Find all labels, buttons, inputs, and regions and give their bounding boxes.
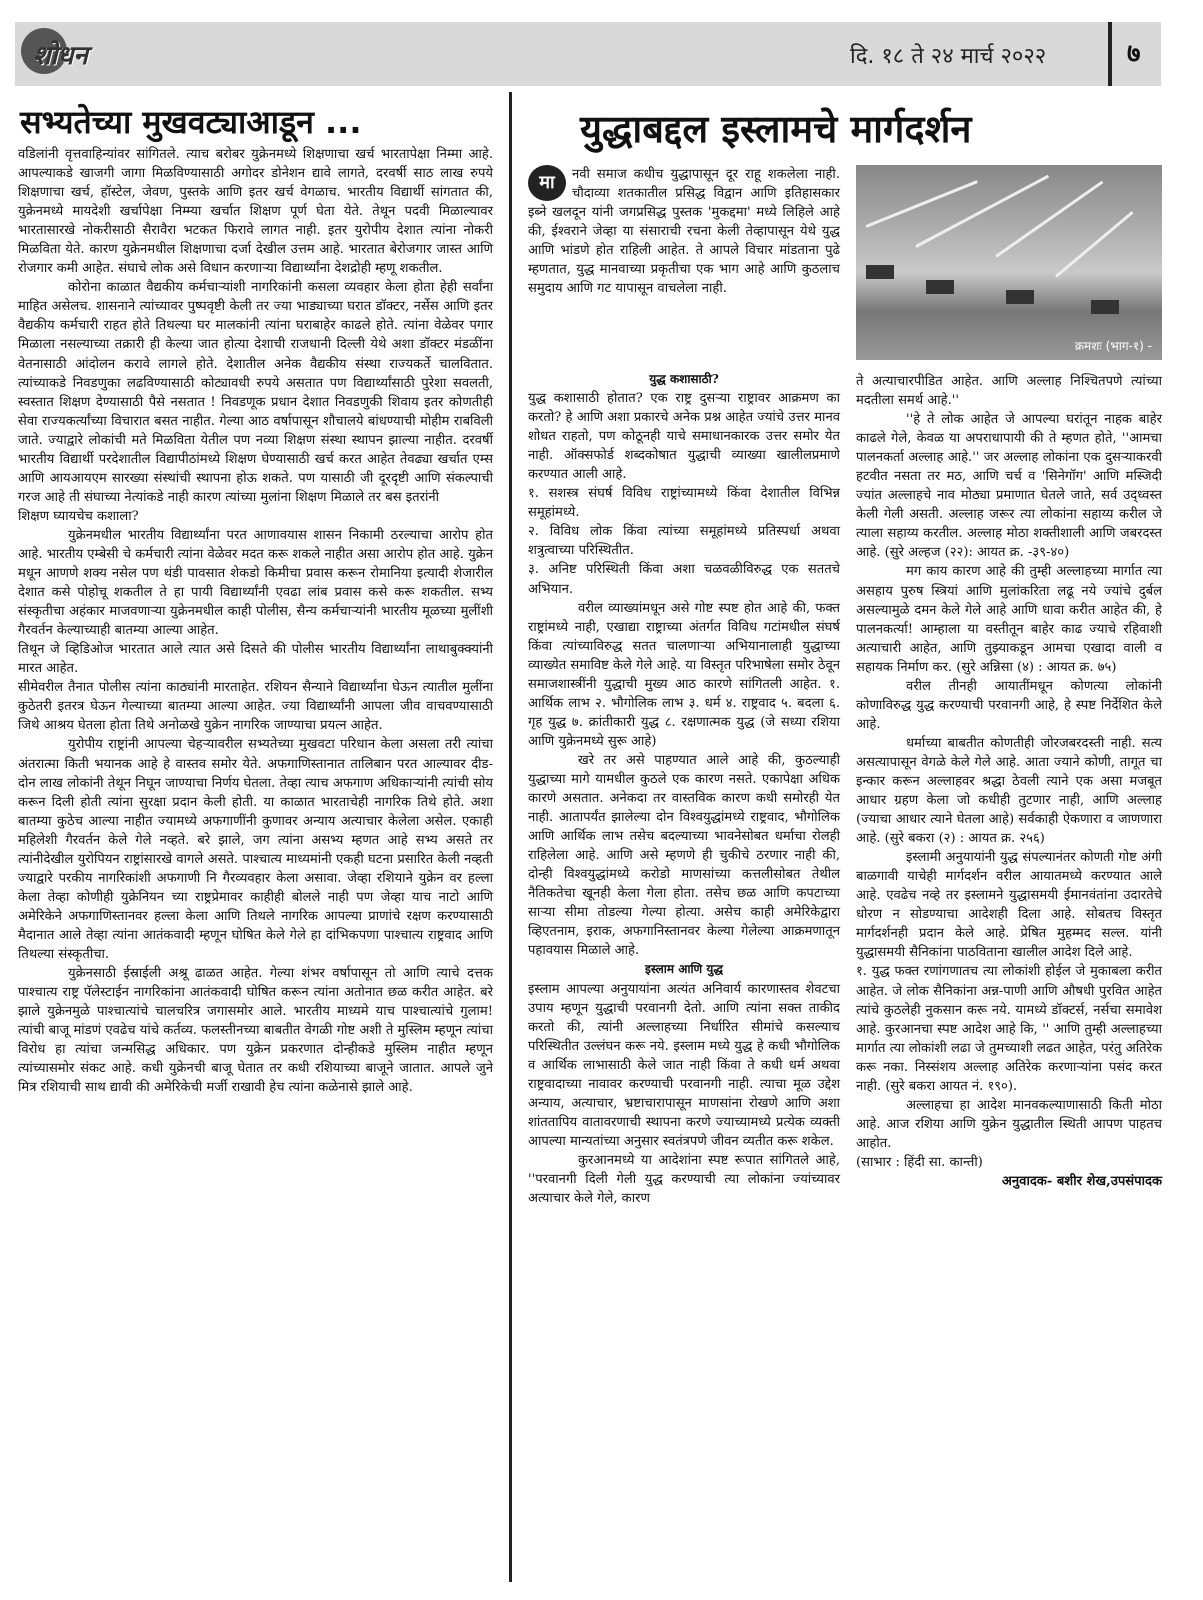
logo-text: शोधन — [33, 41, 88, 71]
paragraph: सीमेवरील तैनात पोलीस त्यांना काठ्यांनी मारताहेत. रशियन सैन्याने विद्यार्थ्यांना घेऊन त्यातील मुलींना कुठेतरी इतरत्र घेऊन गेल्याच्या बातम्या आल्या आहेत. ज्या विद्यार्थ्यांनी आपला जीव वाचवण्यासाठी जिथे आश्रय घेतला होता तिथे अनोळखे युक्रेन नागरिक जाण्याचा प्रयत्न आहेत. — [18, 680, 493, 734]
paragraph: वडिलांनी वृत्तवाहिन्यांवर सांगितले. त्याच बरोबर युक्रेनमध्ये शिक्षणाचा खर्च भारतापेक्षा निम्मा आहे. आपल्याकडे खाजगी जागा मिळविण्यासाठी अगोदर डोनेशन द्यावे लागते, दरवर्षी साठ लाख रुपये शिक्षणाचा खर्च, हॉस्टेल, जेवण, पुस्तके आणि इतर खर्च वेगळाच. भारतीय विद्यार्थी सांगतात की, युक्रेनमध्ये मायदेशी खर्चापेक्षा निम्म्या खर्चात शिक्षण पूर्ण घेता येते. तेथून पदवी मिळाल्यावर भारतासारखे नोकरीसाठी सैरावैरा भटकत फिरावे लागत नाही. इतर युरोपीय देशात त्यांना नोकरी मिळविता येते. कारण युक्रेनमधील शिक्षणाचा दर्जा देखील उत्तम आहे. भारतात बेरोजगार जास्त आणि रोजगार कमी आहेत. संघाचे लोक असे विधान करणाऱ्या विद्यार्थ्यांना देशद्रोही म्हणू शकतील. — [18, 147, 493, 277]
paragraph: युक्रेनसाठी ईस्राईली अश्रू ढाळत आहेत. गेल्या शंभर वर्षापासून तो आणि त्याचे दत्तक पाश्चात्य राष्ट्र पॅलेस्टाईन नागरिकांना आतंकवादी घोषित करून त्यांना अतोनात छळ करीत आहेत. बरे झाले युक्रेनमुळे पाश्चात्यांचे चालचरित्र जगासमोर आले. भारतीय माध्यमे याच पाश्चात्यांचे गुलाम! त्यांची बाजू मांडणं एवढेच यांचे कर्तव्य. फलस्तीनच्या बाबतीत वेगळी गोष्ट अशी ते मुस्लिम म्हणून त्यांचा विरोध हा त्यांचा जन्मसिद्ध अधिकार. पण युक्रेन प्रकरणात दोन्हीकडे मुस्लिम नाहीत म्हणून त्यांच्यासमोर संकट आहे. कधी युक्रेनची बाजू घेतात तर कधी रशियाच्या बाजूने जातात. आपले जुने मित्र रशियाची साथ द्यावी की अमेरिकेची मर्जी राखावी हेच त्यांना कळेनासे झाले आहे. — [18, 966, 493, 1096]
paragraph: ३. अनिष्ट परिस्थिती किंवा अशा चळवळीविरुद्ध एक सततचे अभियान. — [528, 562, 840, 597]
header-separator — [1108, 22, 1112, 86]
paragraph: शिक्षण घ्यायचेच कशाला? — [18, 508, 139, 524]
right-column — [856, 372, 1162, 1191]
page-number: ७ — [1127, 39, 1141, 69]
paragraph: वरील तीनही आयातींमधून कोणत्या लोकांनी कोणाविरुद्ध युद्ध करण्याची परवानगी आहे, हे स्पष्ट निर्देशित केले आहे. — [856, 678, 1162, 732]
paragraph: २. विविध लोक किंवा त्यांच्या समूहांमध्ये प्रतिस्पर्धा अथवा शत्रुत्वाच्या परिस्थितीत. — [528, 524, 840, 559]
image-caption: क्रमशः (भाग-१) - — [1074, 339, 1152, 353]
column-divider — [509, 92, 512, 1582]
launcher-vehicle — [1006, 290, 1034, 304]
paragraph: युरोपीय राष्ट्रांनी आपल्या चेहऱ्यावरील सभ्यतेच्या मुखवटा परिधान केला असला तरी त्यांचा अंतरात्मा किती भयानक आहे हे वास्तव समोर येते. अफगाणिस्तानात तालिबान परत आल्यावर दीड-दोन लाख लोकांनी तेथून निघून जाण्याचा निर्णय घेतला. तेव्हा त्याच अफगाण अधिकाऱ्यांनी त्यांची सोय करून दिली होती त्यांना सुरक्षा प्रदान केली होती. या काळात भारताचेही नागरिक तिथे होते. अशा बातम्या कुठेच आल्या नाहीत ज्यामध्ये अफगाणींनी कुणावर अन्याय अत्याचार केलेला असेल. एकाही महिलेशी गैरवर्तन केले गेले नव्हते. बरे झाले, जग त्यांना असभ्य म्हणत आहे सभ्य असते तर त्यांनीदेखील युरोपियन राष्ट्रांसारखे वागले असते. पाश्चात्य माध्यमांनी एकही घटना प्रसारित केली नव्हती ज्याद्वारे परकीय नागरिकांशी अफगाणी नि गैरव्यवहार केला असावा. जेव्हा रशियाने युक्रेन वर हल्ला केला तेव्हा कोणीही युक्रेनियन च्या राष्ट्रप्रेमावर काहीही बोलले नाही पण जेव्हा याच नाटो आणि अमेरिकेने अफगाणिस्तानवर हल्ला केला आणि तिथले नागरिक आपल्या प्राणांचे रक्षण करण्यासाठी मैदानात आले तेव्हा त्यांना आतंकवादी म्हणून घोषित केले गेले हा दांभिकपणा पाश्चात्य राष्ट्रवाद आणि तिथल्या संस्कृतीचा. — [18, 737, 493, 962]
right-article-title: युद्धाबद्दल इस्लामचे मार्गदर्शन — [580, 107, 972, 151]
paragraph: वरील व्याख्यांमधून असे गोष्ट स्पष्ट होत आहे की, फक्त राष्ट्रांमध्ये नाही, एखाद्या राष्ट्राच्या अंतर्गत विविध गटांमधील संघर्ष किंवा त्यांच्याविरुद्ध सतत चालणाऱ्या अभियानालाही युद्धाच्या व्याख्येत समाविष्ट केले गेले आहे. या विस्तृत परिभाषेला समोर ठेवून समाजशास्त्रींनी युद्धाची मुख्य आठ कारणे सांगितली आहेत. १. आर्थिक लाभ २. भौगोलिक लाभ ३. धर्म ४. राष्ट्रवाद ५. बदला ६. गृह युद्ध ७. क्रांतीकारी युद्ध ८. रक्षणात्मक युद्ध (जे सध्या रशिया आणि युक्रेनमध्ये सुरू आहे) — [528, 600, 840, 749]
rocket-trail — [1055, 211, 1134, 278]
middle-column — [528, 370, 840, 1208]
left-article-body — [18, 145, 493, 1097]
paragraph: १. युद्ध फक्त रणांगणातच त्या लोकांशी होईल जे मुकाबला करीत आहेत. जे लोक सैनिकांना अन्न-पाणी आणि औषधी पुरवित आहेत त्यांचे कुठलेही नुकसान करू नये. यामध्ये डॉक्टर्स, नर्सचा समावेश आहे. कुरआनचा स्पष्ट आदेश आहे कि, '' आणि तुम्ही अल्लाहच्या मार्गात त्या लोकांशी लढा जे तुमच्याशी लढत आहेत, परंतु अतिरेक करू नका. निस्संशय अल्लाह अतिरेक करणाऱ्यांना पसंद करत नाही. (सुरे बकरा आयत नं. १९०). — [856, 964, 1162, 1094]
paragraph: कोरोना काळात वैद्यकीय कर्मचाऱ्यांशी नागरिकांनी कसला व्यवहार केला होता हेही सर्वांना माहित असेलच. शासनाने त्यांच्यावर पुष्पवृष्टी केली तर ज्या भाड्याच्या घरात डॉक्टर, नर्सेस आणि इतर वैद्यकीय कर्मचारी राहत होते तिथल्या घर मालकांनी त्यांना घराबाहेर काढले होते. त्यांना वेळेवर पगार मिळाला नसल्याच्या तक्रारी ही केल्या जात होत्या देशाची राजधानी दिल्ली येथे अशा डॉक्टर मंडळींना वेतनासाठी आंदोलन करावे लागले होते. देशातील अनेक वैद्यकीय संस्था राज्यकर्ते चालवितात. त्यांच्याकडे निवडणुका लढविण्यासाठी कोट्यावधी रुपये असतात पण विद्यार्थ्यांसाठी पुरेशा सवलती, स्वस्तात शिक्षण देण्यासाठी पैसे नसतात ! निवडणूक प्रधान देशात निवडणुकी शिवाय इतर कोणतीही सेवा राज्यकर्त्यांच्या विचारात बसत नाहीत. गेल्या आठ वर्षापासून शौचालये बांधण्याची मोहीम राबविली जाते. ज्याद्वारे लोकांची मते मिळविता येतील पण नव्या शिक्षण संस्था स्थापन झाल्या नाहीत. दरवर्षी भारतीय विद्यार्थी परदेशातील विद्यापीठांमध्ये शिक्षण घेण्यासाठी खर्च करत आहेत तेवढ्या खर्चात एम्स आणि आयआयएम सारख्या संस्थांची स्थापना होऊ शकते. पण यासाठी जी दूरदृष्टी आणि संकल्पाची गरज आहे ती संघाच्या नेत्यांकडे नाही कारण त्यांच्या मुलांना शिक्षण मिळाले तर बस इतरांनी — [18, 280, 493, 505]
paragraph: अल्लाहचा हा आदेश मानवकल्याणासाठी किती मोठा आहे. आज रशिया आणि युक्रेन युद्धातील स्थिती आपण पाहतच आहोत. — [856, 1097, 1162, 1151]
paragraph: धर्माच्या बाबतीत कोणतीही जोरजबरदस्ती नाही. सत्य असत्यापासून वेगळे केले गेले आहे. आता ज्याने कोणी, तागूत चा इन्कार करून अल्लाहवर श्रद्धा ठेवली त्याने एक असा मजबूत आधार ग्रहण केला जो कधीही तुटणार नाही, आणि अल्लाह (ज्याचा आधार त्याने घेतला आहे) सर्वकाही ऐकणारा व जाणणारा आहे. (सुरे बकरा (२) : आयत क्र. २५६) — [856, 735, 1162, 847]
paragraph: खरे तर असे पाहण्यात आले आहे की, कुठल्याही युद्धाच्या मागे यामधील कुठले एक कारण नसते. एकापेक्षा अधिक कारणे असतात. अनेकदा तर वास्तविक कारण कधी समोरही येत नाही. आतापर्यंत झालेल्या दोन विश्वयुद्धांमध्ये राष्ट्रवाद, भौगोलिक आणि आर्थिक लाभ तसेच बदल्याच्या भावनेसोबत धर्माचा रोलही राहिलेला आहे. आणि असे म्हणणे ही चुकीचे ठरणार नाही की, दोन्ही विश्वयुद्धांमध्ये करोडो माणसांच्या कत्तलीसोबत तेथील नैतिकतेचा खूनही केला गेला होता. तसेच छळ आणि कपटाच्या साऱ्या सीमा तोडल्या गेल्या होत्या. असेच काही अमेरिकेद्वारा व्हिएतनाम, इराक, अफगानिस्तानवर केल्या गेलेल्या आक्रमणातून पहावयास मिळाले आहे. — [528, 752, 840, 959]
publication-logo — [21, 28, 133, 78]
paragraph: युद्ध कशासाठी होतात? एक राष्ट्र दुसऱ्या राष्ट्रावर आक्रमण का करतो? हे आणि अशा प्रकारचे अनेक प्रश्न आहेत ज्यांचे उत्तर मानव शोधत राहतो, पण कोठूनही याचे समाधानकारक उत्तर समोर येत नाही. ऑक्सफोर्ड शब्दकोषात युद्धाची व्याख्या खालीलप्रमाणे करण्यात आली आहे. — [528, 391, 840, 483]
paragraph: कुरआनमध्ये या आदेशांना स्पष्ट रूपात सांगितले आहे, ''परवानगी दिली गेली युद्ध करण्याची त्या लोकांना ज्यांच्यावर अत्याचार केले गेले, कारण — [528, 1152, 840, 1207]
article-intro — [528, 165, 840, 298]
issue-date: दि. १८ ते २४ मार्च २०२२ — [850, 44, 1047, 69]
paragraph: (साभार : हिंदी सा. कान्ती) — [856, 1154, 983, 1170]
paragraph: १. सशस्त्र संघर्ष विविध राष्ट्रांच्यामध्ये किंवा देशातील विभिन्न समूहांमध्ये. — [528, 486, 840, 521]
drop-cap: मा — [528, 165, 566, 201]
launcher-vehicle — [926, 280, 954, 294]
section-subheading: इस्लाम आणि युद्ध — [645, 962, 723, 977]
translator-signature: अनुवादक- बशीर शेख,उपसंपादक — [1001, 1173, 1162, 1189]
launcher-vehicle — [866, 265, 894, 279]
paragraph: मग काय कारण आहे की तुम्ही अल्लाहच्या मार्गात त्या असहाय पुरुष स्त्रियां आणि मुलांकरिता लढू नये ज्यांचे दुर्बल असल्यामुळे दमन केले गेले आहे आणि धावा करीत आहेत की, हे पालनकर्त्या! आम्हाला या वस्तीतून बाहेर काढ ज्याचे रहिवाशी अत्याचारी आहेत, आणि तुझ्याकडून आमचा एखादा वाली व सहायक निर्माण कर. (सुरे अन्निसा (४) : आयत क्र. ७५) — [856, 564, 1162, 675]
left-article-title: सभ्यतेच्या मुखवट्याआडून ... — [20, 103, 362, 141]
rocket-trail — [995, 181, 1103, 258]
rocket-trail — [915, 175, 1049, 248]
paragraph: युक्रेनमधील भारतीय विद्यार्थ्यांना परत आणावयास शासन निकामी ठरल्याचा आरोप होत आहे. भारतीय एम्बेसी चे कर्मचारी त्यांना वेळेवर मदत करू शकले नाहीत असा आरोप होत आहे. युक्रेन मधून आणणे शक्य नसेल पण थंडी पावसात शेकडो किमीचा प्रवास करून रोमानिया इत्यादी शेजारील देशात कसे पोहोचू शकतील ते हा पायी विद्यार्थ्यांनी एवढा लांब प्रवास कसे करू शकतील. सभ्य संस्कृतीचा अहंकार माजवणाऱ्या युक्रेनमधील काही पोलीस, सैन्य कर्मचाऱ्यांनी भारतीय मूळच्या मुलींशी गैरवर्तन केल्याच्याही बातम्या आल्या आहेत. — [18, 527, 493, 639]
page-header — [15, 22, 1161, 86]
section-subheading: युद्ध कशासाठी? — [649, 372, 719, 386]
paragraph: तिथून जे व्हिडिओज भारतात आले त्यात असे दिसते की पोलीस भारतीय विद्यार्थ्यांना लाथाबुक्क्यांनी मारत आहेत. — [18, 642, 493, 677]
paragraph: नवी समाज कधीच युद्धापासून दूर राहू शकलेला नाही. चौदाव्या शतकातील प्रसिद्ध विद्वान आणि इतिहासकार इब्ने खलदून यांनी जगप्रसिद्ध पुस्तक 'मुकद्दमा' मध्ये लिहिले आहे की, ईश्वराने जेव्हा या संसाराची रचना केली तेव्हापासून येथे युद्ध आणि भांडणे होत राहिली आहेत. ते आपले विचार मांडताना पुढे म्हणतात, युद्ध मानवाच्या प्रकृतीचा एक भाग आहे आणि कुठलाच समुदाय आणि गट यापासून वाचलेला नाही. — [528, 167, 840, 297]
paragraph: ''हे ते लोक आहेत जे आपल्या घरांतून नाहक बाहेर काढले गेले, केवळ या अपराधापायी की ते म्हणत होते, ''आमचा पालनकर्ता अल्लाह आहे.'' जर अल्लाह लोकांना एक दुसऱ्याकरवी हटवीत नसता तर मठ, आणि चर्च व 'सिनेगॉग' आणि मस्जिदी ज्यांत अल्लाहचे नाव मोठ्या प्रमाणात घेतले जाते, सर्व उद्ध्वस्त केली गेली असती. अल्लाह जरूर त्या लोकांना सहाय्य करील जे त्याला सहाय्य करतील. अल्लाह मोठा शक्तीशाली आणि जबरदस्त आहे. (सुरे अल्हज (२२): आयत क्र. -३९-४०) — [856, 412, 1162, 561]
rocket-launch-photo — [856, 165, 1162, 360]
paragraph: इस्लाम आपल्या अनुयायांना अत्यंत अनिवार्य कारणास्तव शेवटचा उपाय म्हणून युद्धाची परवानगी देतो. आणि त्यांना सक्त ताकीद करतो की, त्यांनी अल्लाहच्या निर्धारित सीमांचे कसल्याच परिस्थितीत उल्लंघन करू नये. इस्लाम मध्ये युद्ध हे कधी भौगोलिक व आर्थिक लाभासाठी केले जात नाही किंवा ते कधी धर्म अथवा राष्ट्रवादाच्या नावावर करण्याची परवानगी नाही. त्याचा मूळ उद्देश अन्याय, अत्याचार, भ्रष्टाचारापासून माणसांना रोखणे आणि अशा शांततापिय वातावरणाची स्थापना करणे ज्याच्यामध्ये प्रत्येक व्यक्ती आपल्या मान्यतांच्या अनुसार स्वतंत्रपणे जीवन व्यतीत करू शकेल. — [528, 981, 840, 1149]
paragraph: इस्लामी अनुयायांनी युद्ध संपल्यानंतर कोणती गोष्ट अंगी बाळगावी याचेही मार्गदर्शन वरील आयातमध्ये करण्यात आले आहे. एवढेच नव्हे तर इस्लामने युद्धासमयी ईमानवंतांना उदारतेचे धोरण न सोडण्याचा आदेशही दिला आहे. सोबतच विस्तृत मार्गदर्शनही प्रदान केले आहे. प्रेषित मुहम्मद सल्ल. यांनी युद्धासमयी सैनिकांना पाठविताना खालील आदेश दिले आहे. — [856, 850, 1162, 961]
paragraph: ते अत्याचारपीडित आहेत. आणि अल्लाह निश्चितपणे त्यांच्या मदतीला समर्थ आहे.'' — [856, 374, 1162, 409]
launcher-vehicle — [1091, 300, 1119, 314]
